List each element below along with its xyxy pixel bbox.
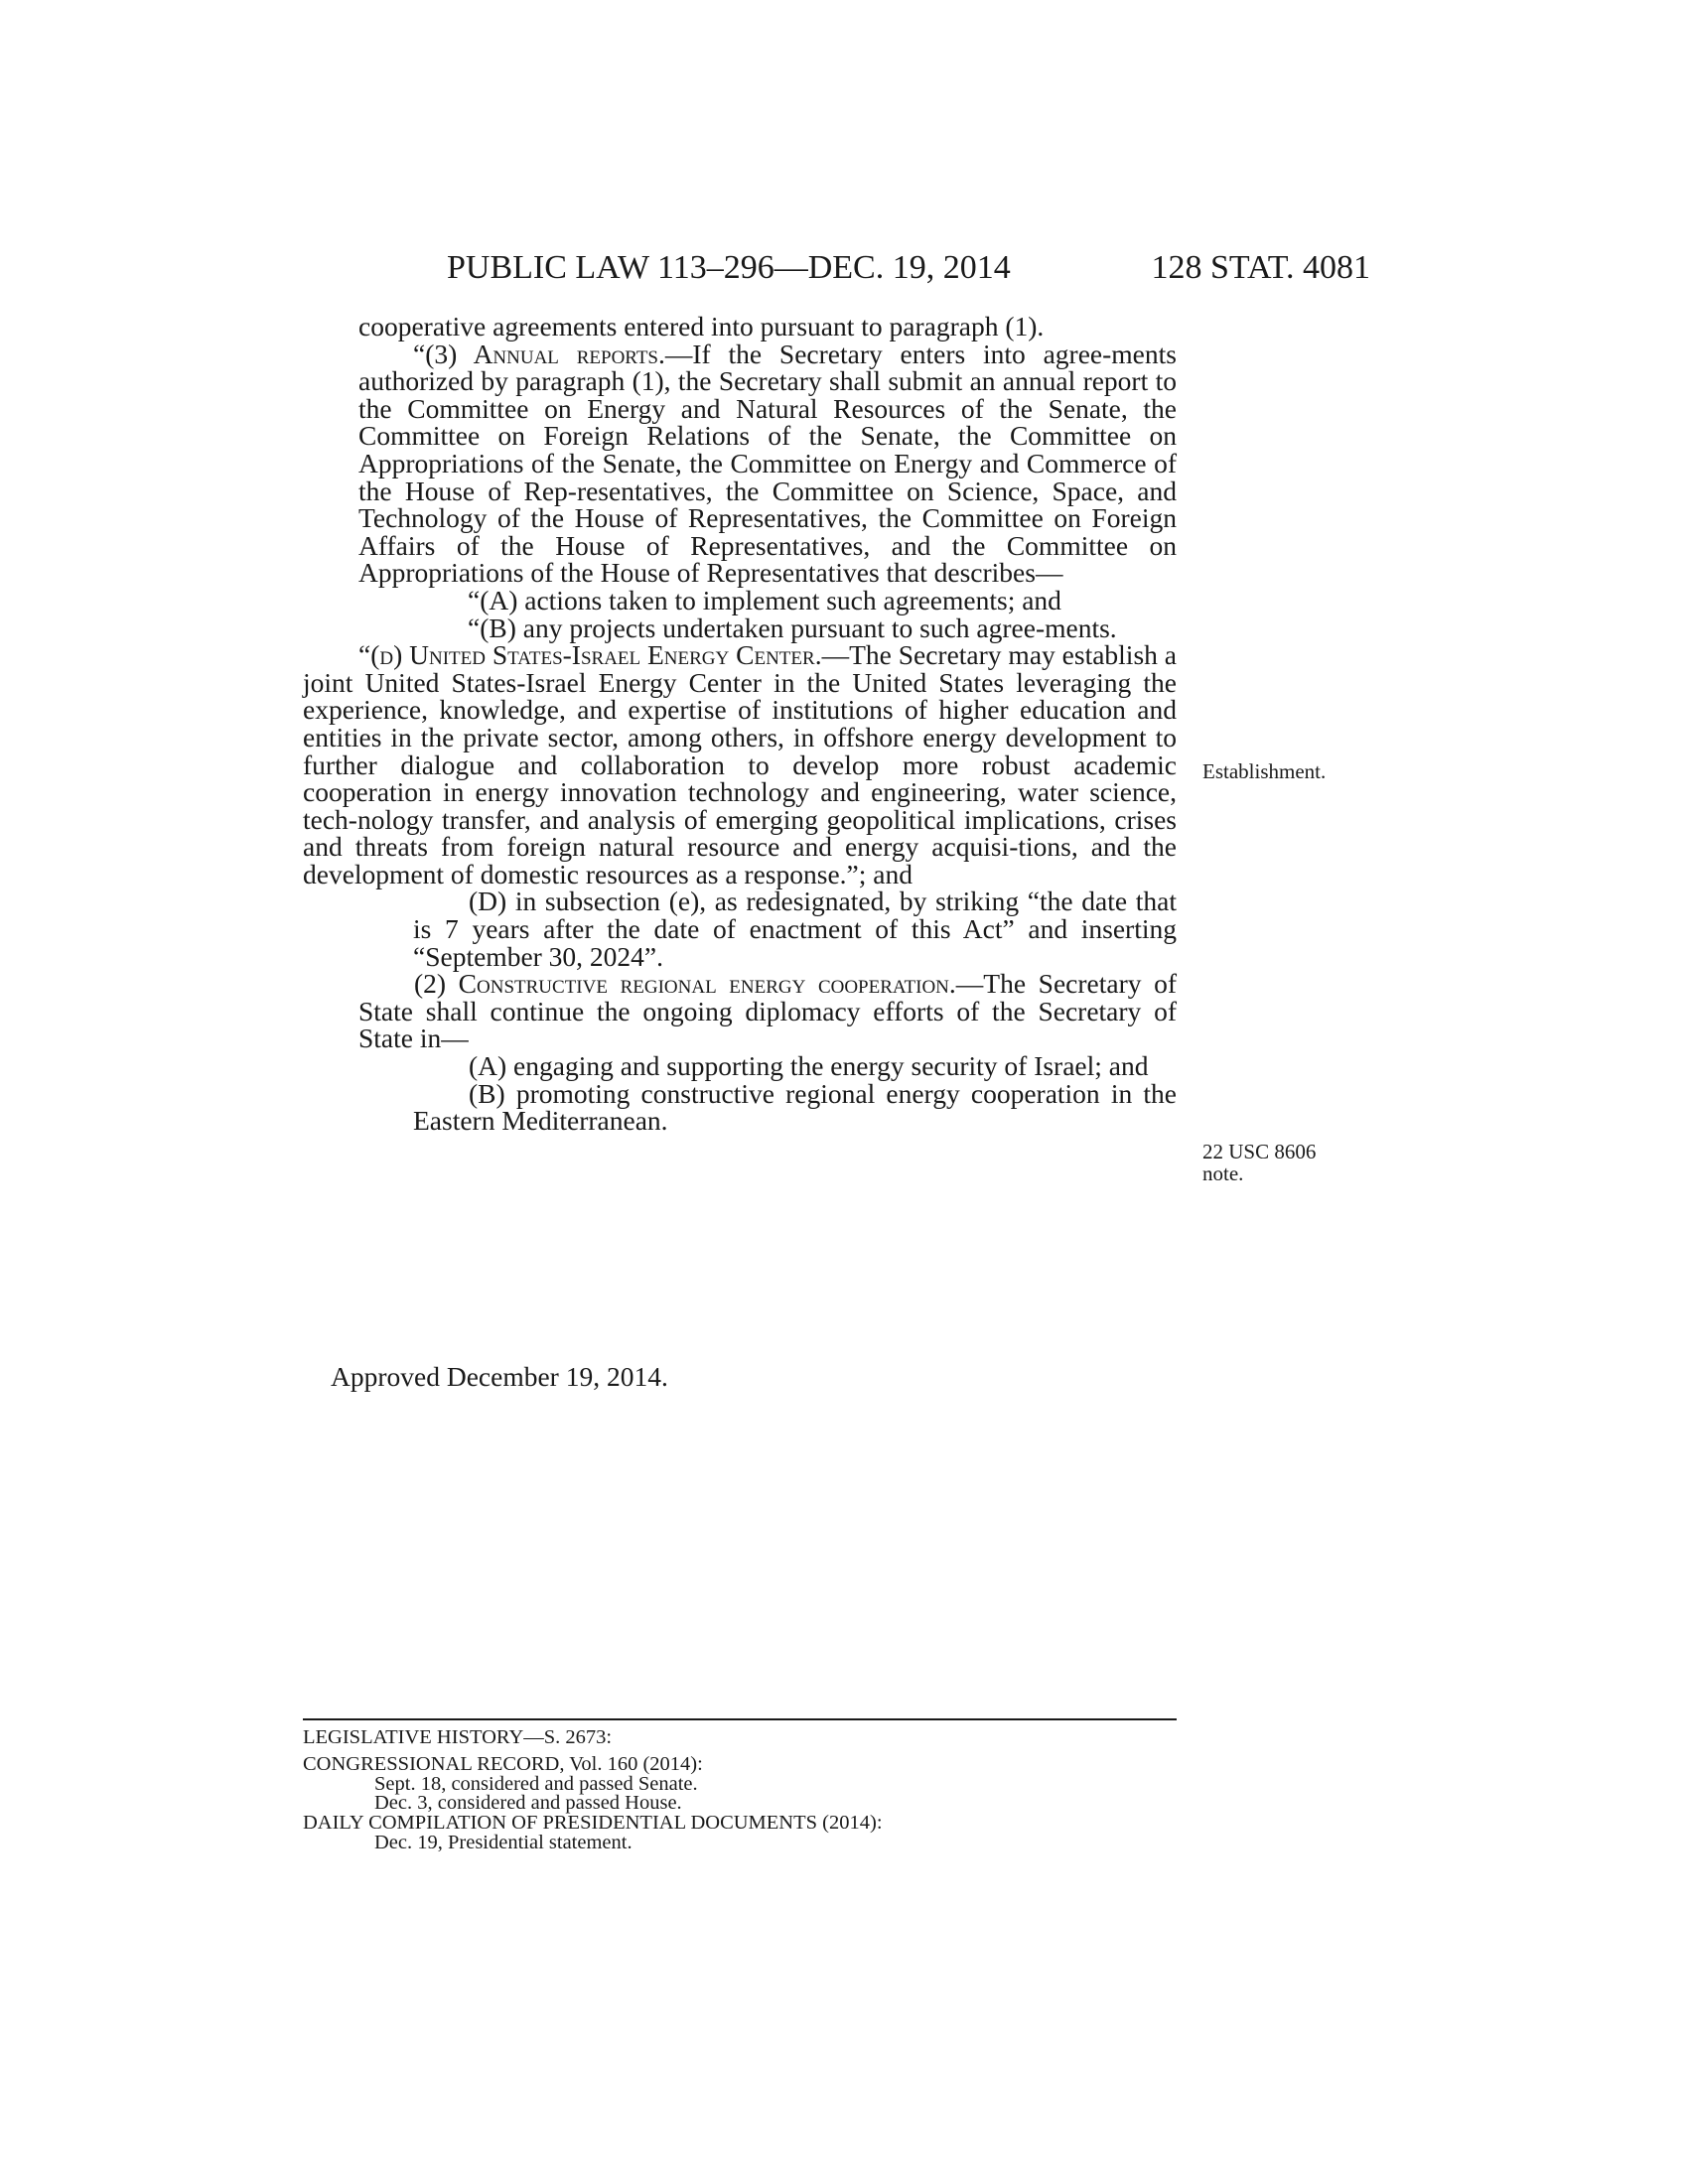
history-title: LEGISLATIVE HISTORY—S. 2673: (303, 1726, 613, 1748)
energy-center-text: —The Secretary may establish a joint United States-Israel Energy Center in the United States leveraging the experience, knowledge, and expertise of institutions of higher education and entities in the private sector, among others, in offshore energy development to further dialogue and collaboration to develop more robust academic cooperation in energy innovation technology and engineering, water science, tech-nology transfer, and analysis of emerging geopolitical implications, crises and threats from foreign natural resource and energy acquisi-tions, and the development of domestic resources as a response.”; and (303, 639, 1177, 889)
regional-cooperation-paragraph (358, 970, 1177, 1052)
annual-reports-text: —If the Secretary enters into agree-ments authorized by paragraph (1), the Secretary shall submit an annual report to the Committee on Energy and Natural Resources of the Senate, the Committee on Foreign Relations of the Senate, the Committee on Appropriations of the Senate, the Committee on Energy and Commerce of the House of Rep-resentatives, the Committee on Science, Space, and Technology of the House of Representatives, the Committee on Foreign Affairs of the House of Representatives, and the Committee on Appropriations of the House of Representatives that describes— (358, 338, 1177, 589)
regional-cooperation-heading: (2) Constructive regional energy cooperation. (414, 968, 956, 1000)
statute-body (303, 313, 1177, 1135)
paragraph-continuation: cooperative agreements entered into pursuant to paragraph (1). (358, 311, 1045, 341)
item-2a: (A) engaging and supporting the energy security of Israel; and (469, 1050, 1149, 1082)
presidential-documents: DAILY COMPILATION OF PRESIDENTIAL DOCUMENTS (2014): (303, 1812, 883, 1835)
item-2b: (B) promoting constructive regional energy cooperation in the Eastern Mediterranean. (413, 1077, 1177, 1137)
margin-note-usc-line2: note. (1202, 1161, 1244, 1185)
energy-center-paragraph (303, 641, 1177, 887)
margin-note-usc-line1: 22 USC 8606 (1202, 1140, 1317, 1163)
annual-reports-heading: “(3) Annual reports. (413, 338, 665, 369)
margin-note-establishment: Establishment. (1202, 759, 1327, 783)
history-entry: Dec. 19, Presidential statement. (374, 1831, 633, 1853)
item-b: “(B) any projects undertaken pursuant to such agree-ments. (468, 612, 1117, 643)
item-d: (D) in subsection (e), as redesignated, by striking “the date that is 7 years after the date of enactment of this Act” and inserting “September 30, 2024”. (413, 886, 1177, 972)
item-a: “(A) actions taken to implement such agreements; and (468, 584, 1061, 615)
regional-cooperation-text: —The Secretary of State shall continue the ongoing diplomacy efforts of the Secretary of State in— (358, 968, 1177, 1054)
approval-line: Approved December 19, 2014. (331, 1361, 668, 1392)
history-divider (303, 1718, 1177, 1720)
legislative-history (303, 1718, 1177, 1853)
annual-reports-paragraph (358, 338, 1177, 589)
history-entry: Dec. 3, considered and passed House. (374, 1792, 682, 1815)
public-law-citation: PUBLIC LAW 113–296—DEC. 19, 2014 (447, 249, 1011, 286)
statute-page-number: 128 STAT. 4081 (1151, 249, 1370, 286)
margin-note-usc (1202, 1141, 1316, 1184)
history-entry: Sept. 18, considered and passed Senate. (374, 1772, 698, 1795)
energy-center-heading: “(d) United States-Israel Energy Center. (358, 639, 822, 671)
congressional-record: CONGRESSIONAL RECORD, Vol. 160 (2014): (303, 1752, 703, 1775)
